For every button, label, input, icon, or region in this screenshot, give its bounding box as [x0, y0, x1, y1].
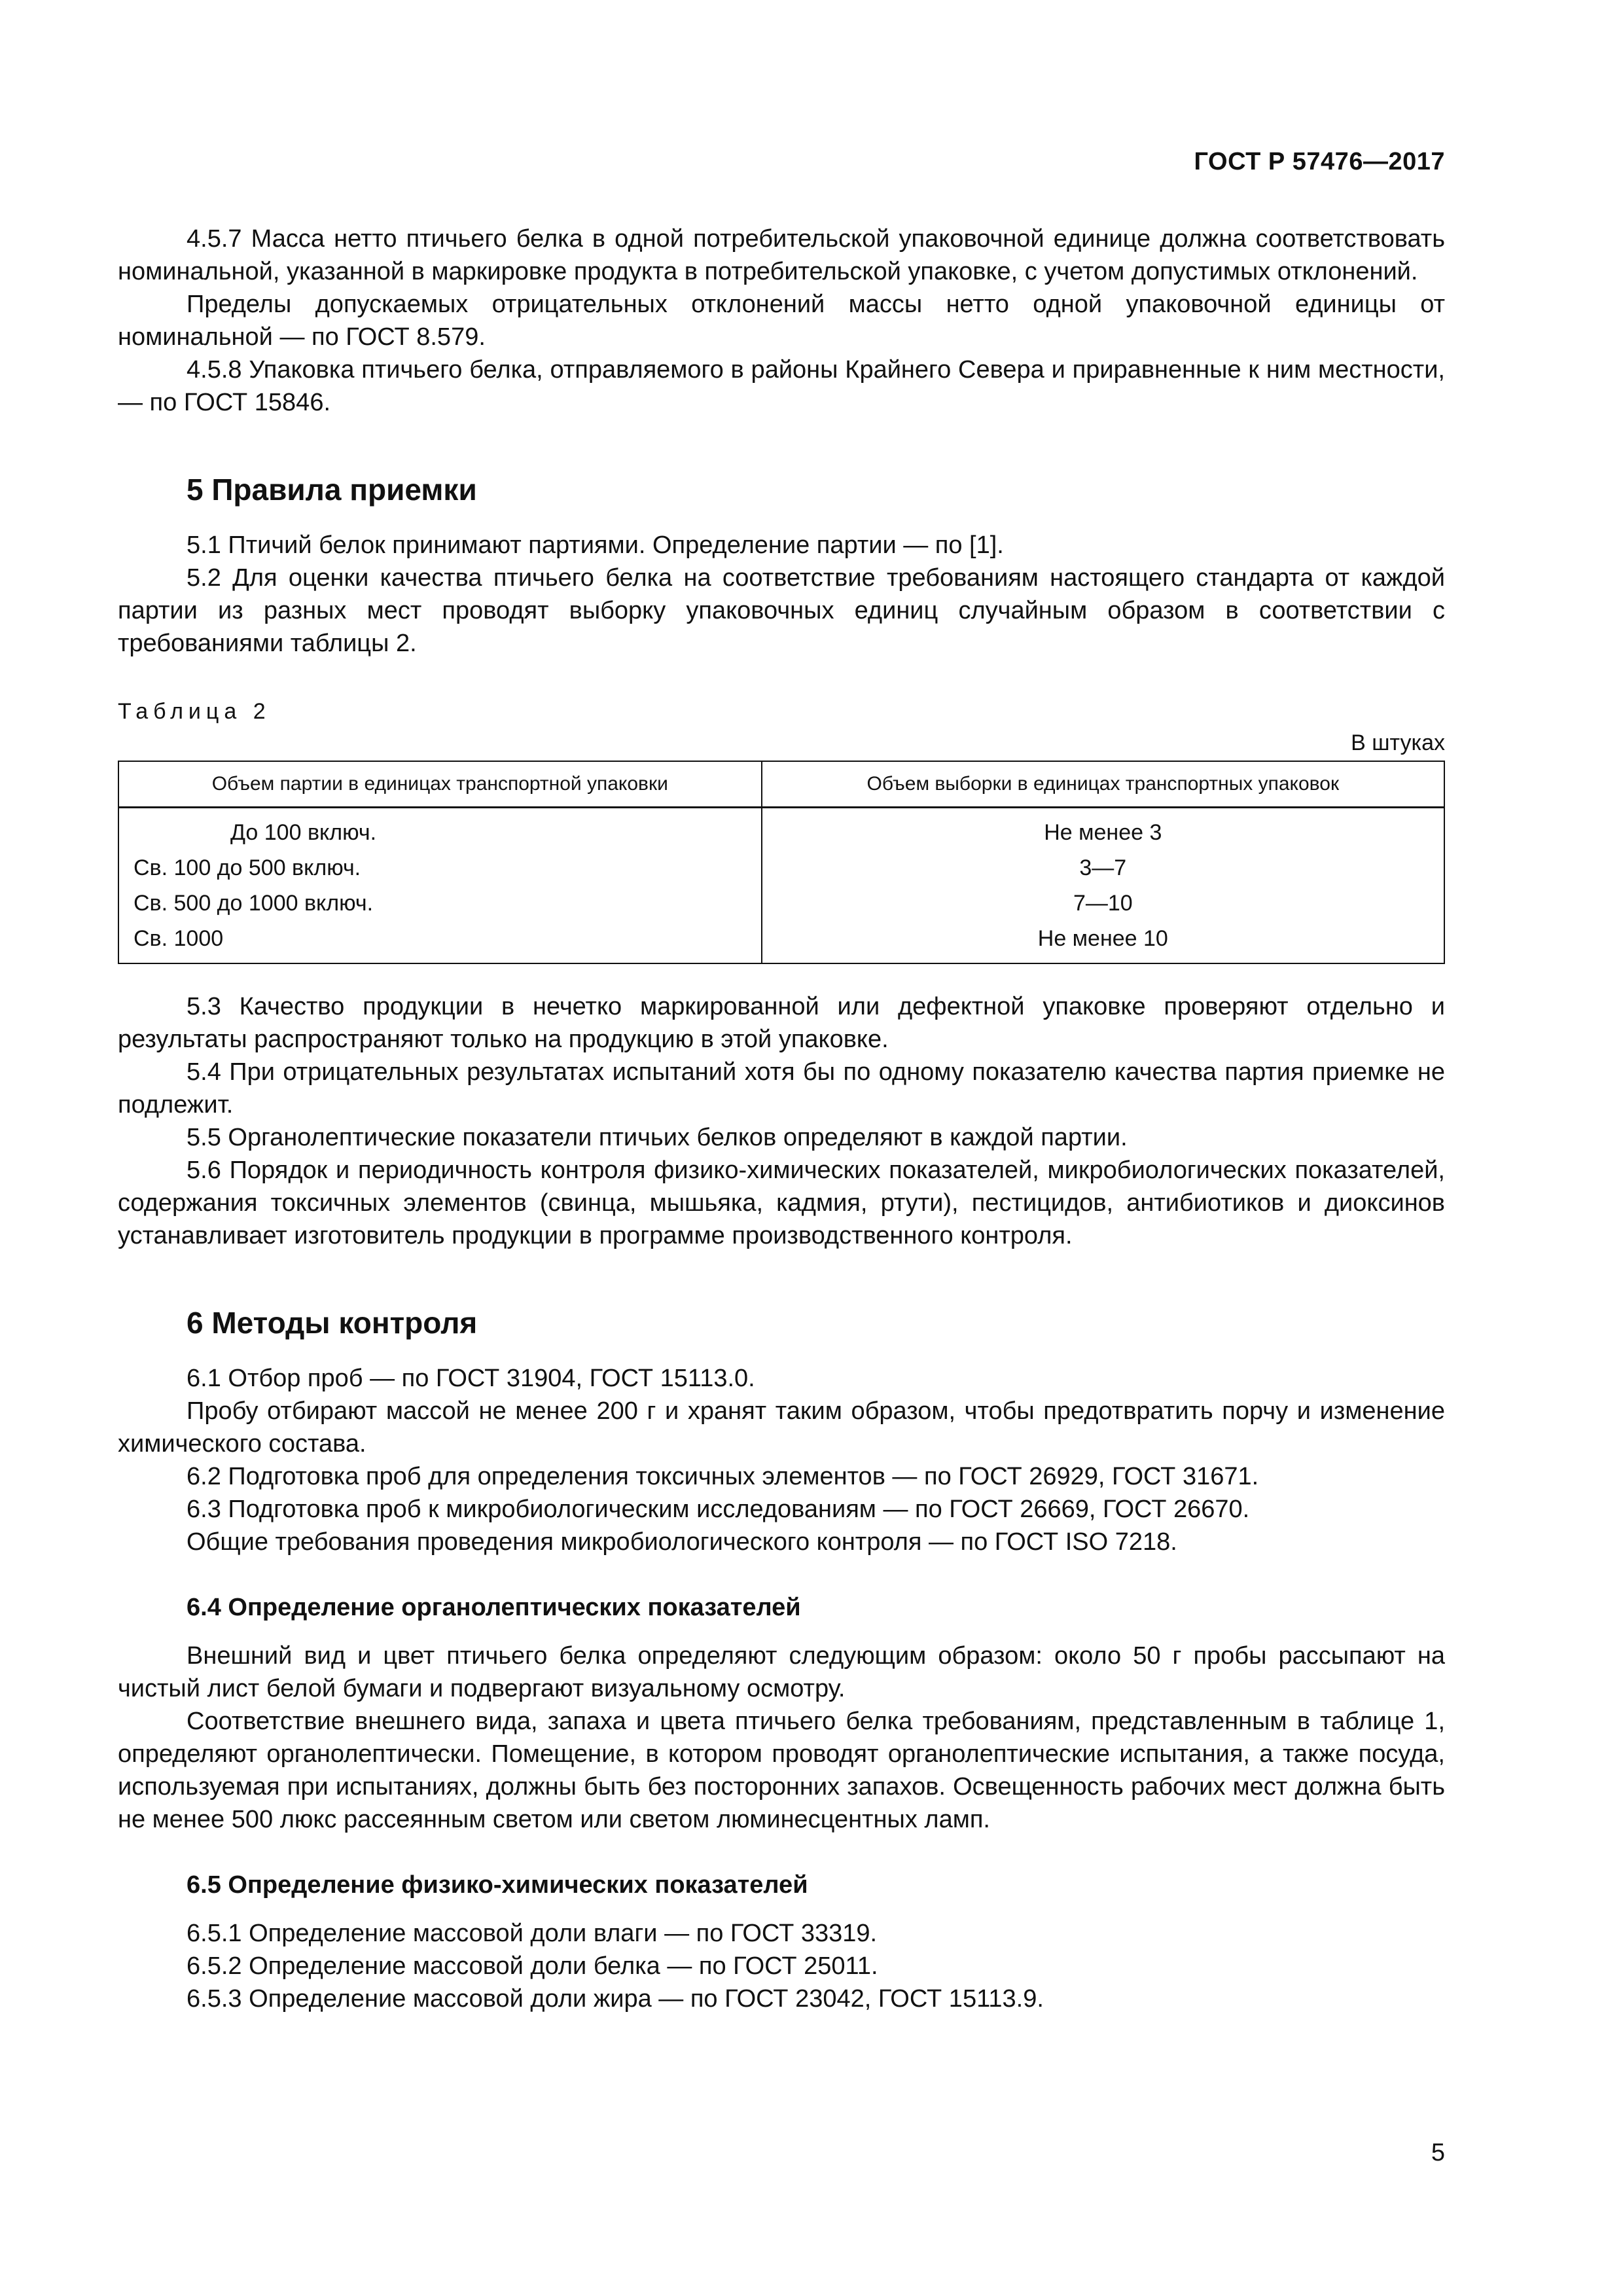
table-unit: В штуках	[1351, 730, 1445, 755]
table-row	[118, 808, 1444, 851]
table-header-row	[118, 761, 1444, 808]
paragraph-4-5-8: 4.5.8 Упаковка птичьего белка, отправляемого в районы Крайнего Севера и приравненные к ним местности, — по ГОСТ 15846.	[118, 356, 1445, 416]
table-cell-sample-size: Не менее 3	[762, 808, 1444, 851]
paragraph-micro-general: Общие требования проведения микробиологического контроля — по ГОСТ ISO 7218.	[187, 1528, 1177, 1556]
table-row	[118, 886, 1444, 921]
section-5-heading: 5 Правила приемки	[187, 473, 477, 507]
paragraph-tolerance-limits: Пределы допускаемых отрицательных отклонений массы нетто одной упаковочной единицы от номинальной — по ГОСТ 8.579.	[118, 291, 1445, 351]
subsection-6-4-heading: 6.4 Определение органолептических показателей	[187, 1594, 801, 1621]
paragraph-5-1: 5.1 Птичий белок принимают партиями. Определение партии — по [1].	[187, 531, 1004, 559]
table-cell-sample-size: Не менее 10	[762, 921, 1444, 963]
sampling-table	[118, 761, 1445, 964]
section-6-heading: 6 Методы контроля	[187, 1306, 478, 1340]
table-caption: Таблица 2	[118, 699, 271, 724]
table-cell-lot-size: Св. 100 до 500 включ.	[118, 850, 762, 886]
table-row	[118, 921, 1444, 963]
paragraph-sample-mass: Пробу отбирают массой не менее 200 г и хранят таким образом, чтобы предотвратить порчу и изменение химического состава.	[118, 1397, 1445, 1458]
paragraph-organoleptic: Соответствие внешнего вида, запаха и цвета птичьего белка требованиям, представленным в таблице 1, определяют органолептически. Помещение, в котором проводят органолептические испытания, а также посуда, используемая при испытаниях, должны быть без посторонних запахов. Освещенность рабочих мест должна быть не менее 500 люкс рассеянным светом или светом люминесцентных ламп.	[118, 1708, 1445, 1833]
document-code-header: ГОСТ Р 57476—2017	[1194, 148, 1445, 175]
table-header-sample-size: Объем выборки в единицах транспортных упаковок	[762, 761, 1444, 808]
table-row	[118, 850, 1444, 886]
document-body	[118, 223, 1445, 2015]
subsection-6-5-heading: 6.5 Определение физико-химических показателей	[187, 1871, 808, 1899]
paragraph-6-5-2: 6.5.2 Определение массовой доли белка — по ГОСТ 25011.	[187, 1952, 878, 1980]
paragraph-5-4: 5.4 При отрицательных результатах испытаний хотя бы по одному показателю качества партия приемке не подлежит.	[118, 1058, 1445, 1119]
paragraph-5-3: 5.3 Качество продукции в нечетко маркированной или дефектной упаковке проверяют отдельно и результаты распространяют только на продукцию в этой упаковке.	[118, 993, 1445, 1053]
paragraph-5-5: 5.5 Органолептические показатели птичьих белков определяют в каждой партии.	[187, 1124, 1128, 1151]
table-cell-lot-size: До 100 включ.	[118, 808, 762, 851]
paragraph-appearance: Внешний вид и цвет птичьего белка определяют следующим образом: около 50 г пробы рассыпают на чистый лист белой бумаги и подвергают визуальному осмотру.	[118, 1642, 1445, 1702]
paragraph-6-5-1: 6.5.1 Определение массовой доли влаги — по ГОСТ 33319.	[187, 1920, 878, 1947]
table-cell-sample-size: 3—7	[762, 850, 1444, 886]
table-header-lot-size: Объем партии в единицах транспортной упаковки	[118, 761, 762, 808]
paragraph-4-5-7: 4.5.7 Масса нетто птичьего белка в одной потребительской упаковочной единице должна соответствовать номинальной, указанной в маркировке продукта в потребительской упаковке, с учетом допустимых отклонений.	[118, 225, 1445, 285]
paragraph-6-5-3: 6.5.3 Определение массовой доли жира — по ГОСТ 23042, ГОСТ 15113.9.	[187, 1985, 1044, 2013]
paragraph-6-3: 6.3 Подготовка проб к микробиологическим исследованиям — по ГОСТ 26669, ГОСТ 26670.	[187, 1496, 1250, 1523]
paragraph-5-6: 5.6 Порядок и периодичность контроля физико-химических показателей, микробиологических показателей, содержания токсичных элементов (свинца, мышьяка, кадмия, ртути), пестицидов, антибиотиков и диоксинов устанавливает изготовитель продукции в программе производственного контроля.	[118, 1157, 1445, 1249]
table-cell-lot-size: Св. 1000	[118, 921, 762, 963]
paragraph-6-1: 6.1 Отбор проб — по ГОСТ 31904, ГОСТ 15113.0.	[187, 1365, 755, 1392]
table-cell-sample-size: 7—10	[762, 886, 1444, 921]
paragraph-5-2: 5.2 Для оценки качества птичьего белка на соответствие требованиям настоящего стандарта от каждой партии из разных мест проводят выборку упаковочных единиц случайным образом в соответствии с требованиями таблицы 2.	[118, 564, 1445, 657]
table-cell-lot-size: Св. 500 до 1000 включ.	[118, 886, 762, 921]
paragraph-6-2: 6.2 Подготовка проб для определения токсичных элементов — по ГОСТ 26929, ГОСТ 31671.	[187, 1463, 1259, 1490]
page-number: 5	[1431, 2139, 1445, 2166]
